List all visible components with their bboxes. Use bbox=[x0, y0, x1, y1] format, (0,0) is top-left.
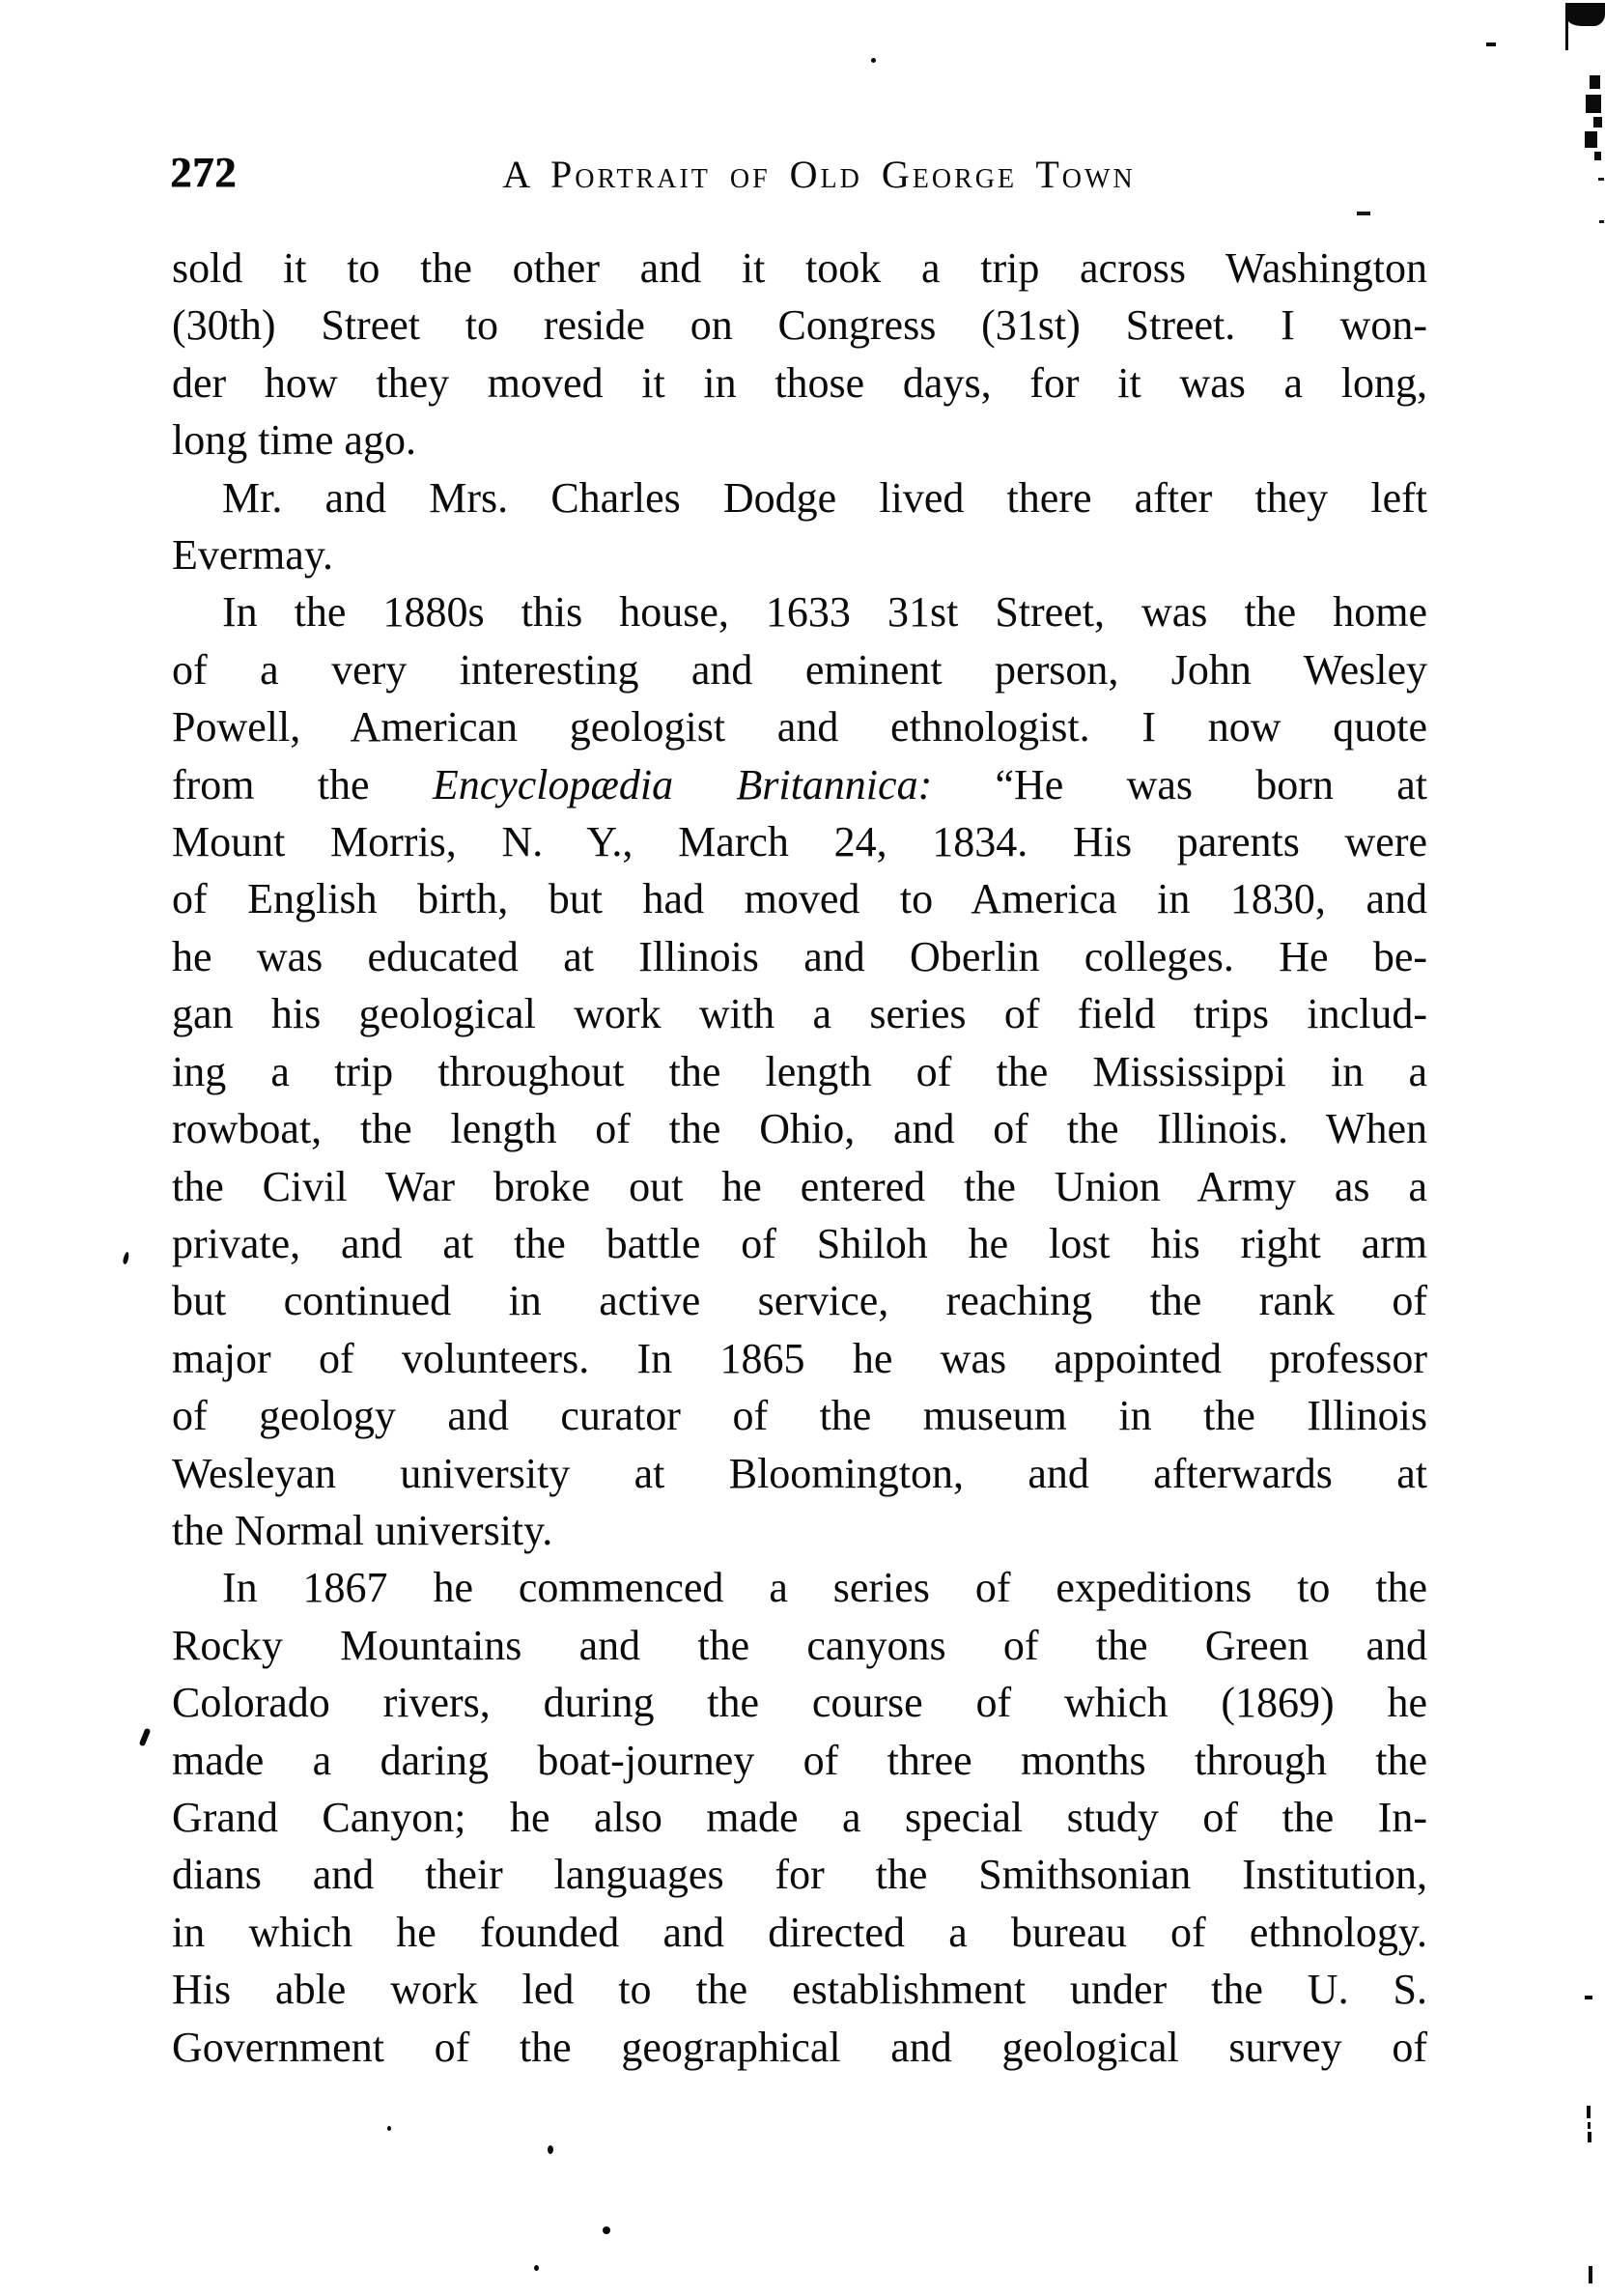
body-text: Rocky Mountains and the canyons of the Green and bbox=[172, 1621, 1427, 1669]
scan-corner-blob bbox=[1566, 3, 1605, 26]
text-line bbox=[172, 1502, 1427, 1559]
body-text: Government of the geographical and geological survey of bbox=[172, 2023, 1427, 2071]
running-header: A Portrait of Old George Town bbox=[502, 153, 1136, 196]
scan-speck bbox=[1599, 220, 1604, 223]
body-text: (30th) Street to reside on Congress (31st) Street. I won- bbox=[172, 301, 1427, 350]
body-text: Colorado rivers, during the course of which (1869) he bbox=[172, 1679, 1427, 1727]
scan-speck bbox=[534, 2265, 539, 2271]
scan-edge-mark bbox=[1590, 75, 1600, 89]
scan-margin-comma bbox=[123, 1252, 130, 1265]
scan-edge-bar bbox=[1589, 2266, 1592, 2283]
text-line bbox=[172, 1387, 1427, 1444]
body-text: In 1867 he commenced a series of expeditions to the bbox=[222, 1564, 1427, 1612]
body-text: Evermay. bbox=[172, 531, 333, 580]
scan-edge-bar bbox=[1588, 2122, 1591, 2129]
text-line bbox=[172, 1904, 1427, 1961]
text-line bbox=[172, 698, 1427, 755]
body-text: der how they moved it in those days, for it was a long, bbox=[172, 358, 1427, 407]
body-text: Mount Morris, N. Y., March 24, 1834. His parents were bbox=[172, 818, 1427, 866]
scan-speck bbox=[603, 2226, 610, 2234]
text-line bbox=[172, 813, 1427, 870]
body-text: In the 1880s this house, 1633 31st Street, was the home bbox=[222, 588, 1427, 637]
scan-edge-mark bbox=[1594, 152, 1601, 160]
body-text: of geology and curator of the museum in the Illinois bbox=[172, 1392, 1427, 1440]
text-line bbox=[172, 1789, 1427, 1846]
text-line bbox=[172, 756, 1427, 813]
body-text: of a very interesting and eminent person, John Wesley bbox=[172, 645, 1427, 694]
body-text: gan his geological work with a series of field trips includ- bbox=[172, 990, 1427, 1038]
body-text: “He was born at bbox=[932, 760, 1427, 808]
text-line bbox=[172, 1330, 1427, 1387]
scan-edge-mark bbox=[1593, 117, 1602, 128]
italic-text: Encyclopædia Britannica: bbox=[432, 760, 933, 808]
text-line bbox=[172, 1559, 1427, 1616]
text-line bbox=[172, 583, 1427, 640]
body-text: major of volunteers. In 1865 he was appointed professor bbox=[172, 1334, 1427, 1382]
text-line bbox=[172, 240, 1427, 297]
scan-corner-tail bbox=[1565, 3, 1568, 50]
text-line bbox=[172, 297, 1427, 354]
text-line bbox=[172, 1272, 1427, 1329]
body-text: private, and at the battle of Shiloh he lost his right arm bbox=[172, 1219, 1427, 1267]
scan-speck bbox=[1598, 178, 1604, 181]
body-text: from the bbox=[172, 760, 433, 808]
body-text: Mr. and Mrs. Charles Dodge lived there after they left bbox=[222, 473, 1427, 522]
text-line bbox=[172, 1732, 1427, 1789]
text-line bbox=[172, 1617, 1427, 1674]
text-line bbox=[172, 1445, 1427, 1502]
body-text: Grand Canyon; he also made a special study of the In- bbox=[172, 1793, 1427, 1841]
text-line bbox=[172, 928, 1427, 985]
body-text: long time ago. bbox=[172, 416, 416, 465]
body-text: but continued in active service, reaching the rank of bbox=[172, 1277, 1427, 1325]
text-line bbox=[172, 1846, 1427, 1903]
text-line bbox=[172, 985, 1427, 1042]
body-text: dians and their languages for the Smithsonian Institution, bbox=[172, 1851, 1427, 1899]
text-line bbox=[172, 469, 1427, 526]
text-line bbox=[172, 1043, 1427, 1100]
text-block bbox=[172, 240, 1427, 2076]
body-text: of English birth, but had moved to America in 1830, and bbox=[172, 875, 1427, 923]
scan-speck bbox=[871, 58, 876, 63]
scan-speck bbox=[1357, 212, 1370, 215]
body-text: the Normal university. bbox=[172, 1506, 553, 1554]
scan-edge-mark bbox=[1586, 95, 1601, 113]
text-line bbox=[172, 1961, 1427, 2018]
scan-edge-bar bbox=[1588, 2132, 1591, 2142]
scan-speck bbox=[387, 2126, 391, 2131]
text-line bbox=[172, 1100, 1427, 1157]
body-text: sold it to the other and it took a trip across Washington bbox=[172, 244, 1427, 292]
text-line bbox=[172, 870, 1427, 927]
text-line bbox=[172, 1215, 1427, 1272]
scan-edge-bar bbox=[1585, 1996, 1592, 1999]
body-text: Wesleyan university at Bloomington, and afterwards at bbox=[172, 1449, 1427, 1497]
body-text: the Civil War broke out he entered the Union Army as a bbox=[172, 1162, 1427, 1210]
page-number: 272 bbox=[170, 149, 237, 196]
body-text: in which he founded and directed a bureau of ethnology. bbox=[172, 1908, 1427, 1956]
text-line bbox=[172, 526, 1427, 583]
body-text: His able work led to the establishment under the U. S. bbox=[172, 1966, 1427, 2014]
body-text: he was educated at Illinois and Oberlin colleges. He be- bbox=[172, 932, 1427, 980]
scan-edge-bar bbox=[1587, 2106, 1591, 2118]
text-line bbox=[172, 411, 1427, 468]
body-text: made a daring boat-journey of three months through the bbox=[172, 1736, 1427, 1784]
scan-speck bbox=[1486, 43, 1496, 46]
text-line bbox=[172, 641, 1427, 698]
text-line bbox=[172, 354, 1427, 411]
scan-speck bbox=[548, 2145, 553, 2154]
text-line bbox=[172, 1674, 1427, 1731]
text-line bbox=[172, 2019, 1427, 2076]
body-text: ing a trip throughout the length of the Mississippi in a bbox=[172, 1047, 1427, 1095]
body-text: Powell, American geologist and ethnologist. I now quote bbox=[172, 703, 1427, 751]
scan-edge-mark bbox=[1585, 131, 1597, 148]
scan-accent-over-made bbox=[139, 1728, 152, 1747]
text-line bbox=[172, 1158, 1427, 1215]
body-text: rowboat, the length of the Ohio, and of the Illinois. When bbox=[172, 1105, 1427, 1153]
